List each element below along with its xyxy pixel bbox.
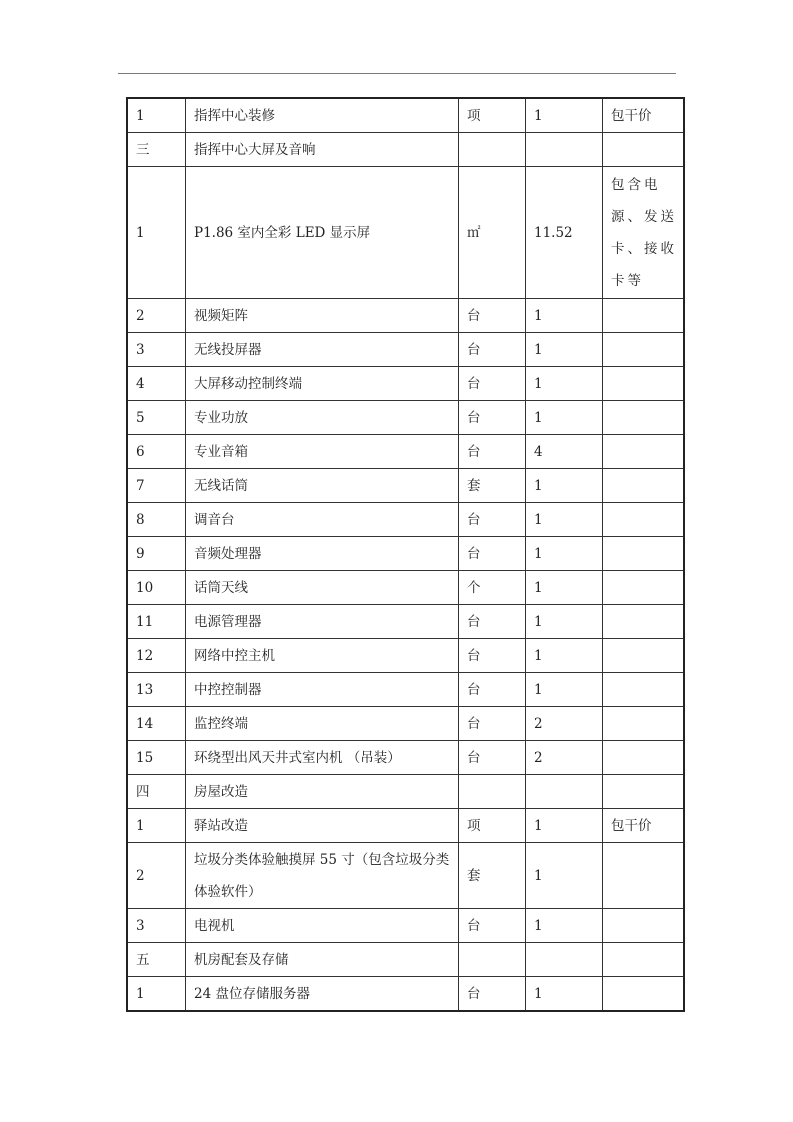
cell-note: [603, 775, 685, 809]
cell-qty: 1: [526, 639, 603, 673]
cell-qty: 2: [526, 707, 603, 741]
cell-note: 包含电源、发送卡、接收卡等: [603, 167, 685, 299]
cell-name: 机房配套及存储: [186, 943, 459, 977]
table-row: [127, 909, 684, 943]
cell-qty: 1: [526, 809, 603, 843]
cell-no: 7: [127, 469, 186, 503]
cell-note: [603, 571, 685, 605]
cell-note: [603, 605, 685, 639]
cell-no: 三: [127, 133, 186, 167]
cell-note: [603, 333, 685, 367]
cell-name: 视频矩阵: [186, 299, 459, 333]
cell-unit: 台: [459, 299, 526, 333]
table-row: [127, 469, 684, 503]
table-row: [127, 503, 684, 537]
table-row: [127, 401, 684, 435]
table-row: [127, 98, 684, 133]
cell-qty: 1: [526, 98, 603, 133]
table-row: [127, 605, 684, 639]
cell-no: 6: [127, 435, 186, 469]
cell-no: 3: [127, 909, 186, 943]
cell-name: 24 盘位存储服务器: [186, 977, 459, 1012]
cell-no: 3: [127, 333, 186, 367]
table-row: [127, 809, 684, 843]
table-row: [127, 707, 684, 741]
cell-note: [603, 639, 685, 673]
cell-qty: 1: [526, 503, 603, 537]
table-row: [127, 977, 684, 1012]
table-row: [127, 639, 684, 673]
cell-no: 1: [127, 98, 186, 133]
cell-unit: 台: [459, 977, 526, 1012]
cell-qty: [526, 943, 603, 977]
cell-no: 8: [127, 503, 186, 537]
cell-name: 驿站改造: [186, 809, 459, 843]
cell-name: 无线话筒: [186, 469, 459, 503]
cell-unit: [459, 775, 526, 809]
cell-note: [603, 843, 685, 909]
table-row: [127, 367, 684, 401]
cell-note: [603, 469, 685, 503]
cell-unit: [459, 133, 526, 167]
section-row: [127, 133, 684, 167]
section-row: [127, 775, 684, 809]
cell-unit: ㎡: [459, 167, 526, 299]
cell-unit: 套: [459, 469, 526, 503]
cell-no: 13: [127, 673, 186, 707]
cell-unit: 台: [459, 707, 526, 741]
cell-unit: 套: [459, 843, 526, 909]
cell-name: 话筒天线: [186, 571, 459, 605]
cell-unit: 台: [459, 673, 526, 707]
cell-no: 4: [127, 367, 186, 401]
cell-note: [603, 299, 685, 333]
table-row: [127, 843, 684, 909]
cell-note: [603, 943, 685, 977]
table-row: [127, 537, 684, 571]
cell-name: 电源管理器: [186, 605, 459, 639]
table-row: [127, 299, 684, 333]
cell-no: 14: [127, 707, 186, 741]
cell-unit: 个: [459, 571, 526, 605]
cell-name: 监控终端: [186, 707, 459, 741]
cell-unit: 台: [459, 401, 526, 435]
cell-unit: [459, 943, 526, 977]
cell-note: [603, 977, 685, 1012]
cell-unit: 台: [459, 435, 526, 469]
cell-note: [603, 435, 685, 469]
cell-qty: 1: [526, 333, 603, 367]
cell-qty: 1: [526, 605, 603, 639]
cell-name: P1.86 室内全彩 LED 显示屏: [186, 167, 459, 299]
cell-no: 2: [127, 843, 186, 909]
table-row: [127, 333, 684, 367]
cell-qty: 1: [526, 469, 603, 503]
cell-qty: 1: [526, 977, 603, 1012]
cell-name: 专业功放: [186, 401, 459, 435]
cell-no: 1: [127, 977, 186, 1012]
cell-note: [603, 537, 685, 571]
cell-name: 指挥中心装修: [186, 98, 459, 133]
cell-qty: 1: [526, 367, 603, 401]
equipment-table: [126, 97, 685, 1012]
cell-no: 11: [127, 605, 186, 639]
cell-name: 音频处理器: [186, 537, 459, 571]
cell-no: 9: [127, 537, 186, 571]
cell-no: 五: [127, 943, 186, 977]
cell-qty: [526, 775, 603, 809]
cell-note: [603, 367, 685, 401]
cell-unit: 台: [459, 333, 526, 367]
table-row: [127, 673, 684, 707]
cell-unit: 台: [459, 639, 526, 673]
cell-name: 专业音箱: [186, 435, 459, 469]
cell-name: 网络中控主机: [186, 639, 459, 673]
page-header-rule: [118, 73, 676, 74]
cell-note: [603, 741, 685, 775]
equipment-table-body: [127, 98, 684, 1011]
cell-unit: 台: [459, 367, 526, 401]
cell-qty: 1: [526, 401, 603, 435]
cell-no: 1: [127, 809, 186, 843]
cell-note: [603, 503, 685, 537]
cell-note: [603, 909, 685, 943]
cell-unit: 项: [459, 809, 526, 843]
cell-name: 房屋改造: [186, 775, 459, 809]
table-row: [127, 435, 684, 469]
cell-note: 包干价: [603, 809, 685, 843]
cell-qty: 1: [526, 299, 603, 333]
cell-unit: 台: [459, 605, 526, 639]
table-row: [127, 741, 684, 775]
cell-no: 1: [127, 167, 186, 299]
cell-name: 指挥中心大屏及音响: [186, 133, 459, 167]
cell-unit: 台: [459, 537, 526, 571]
cell-no: 15: [127, 741, 186, 775]
cell-name: 大屏移动控制终端: [186, 367, 459, 401]
cell-note: [603, 401, 685, 435]
cell-unit: 台: [459, 741, 526, 775]
cell-note: 包干价: [603, 98, 685, 133]
cell-qty: 1: [526, 537, 603, 571]
cell-no: 2: [127, 299, 186, 333]
cell-qty: 11.52: [526, 167, 603, 299]
cell-name: 环绕型出风天井式室内机 （吊装）: [186, 741, 459, 775]
cell-qty: 1: [526, 673, 603, 707]
cell-note: [603, 707, 685, 741]
cell-note: [603, 673, 685, 707]
cell-name: 无线投屏器: [186, 333, 459, 367]
cell-qty: 2: [526, 741, 603, 775]
cell-no: 12: [127, 639, 186, 673]
cell-name: 调音台: [186, 503, 459, 537]
cell-name: 电视机: [186, 909, 459, 943]
cell-name: 中控控制器: [186, 673, 459, 707]
cell-qty: 1: [526, 571, 603, 605]
section-row: [127, 943, 684, 977]
cell-qty: 4: [526, 435, 603, 469]
cell-qty: 1: [526, 909, 603, 943]
cell-qty: [526, 133, 603, 167]
cell-unit: 项: [459, 98, 526, 133]
cell-unit: 台: [459, 909, 526, 943]
cell-unit: 台: [459, 503, 526, 537]
table-row: [127, 571, 684, 605]
cell-no: 四: [127, 775, 186, 809]
cell-note: [603, 133, 685, 167]
cell-no: 5: [127, 401, 186, 435]
cell-name: 垃圾分类体验触摸屏 55 寸（包含垃圾分类体验软件）: [186, 843, 459, 909]
table-row: [127, 167, 684, 299]
cell-qty: 1: [526, 843, 603, 909]
cell-no: 10: [127, 571, 186, 605]
